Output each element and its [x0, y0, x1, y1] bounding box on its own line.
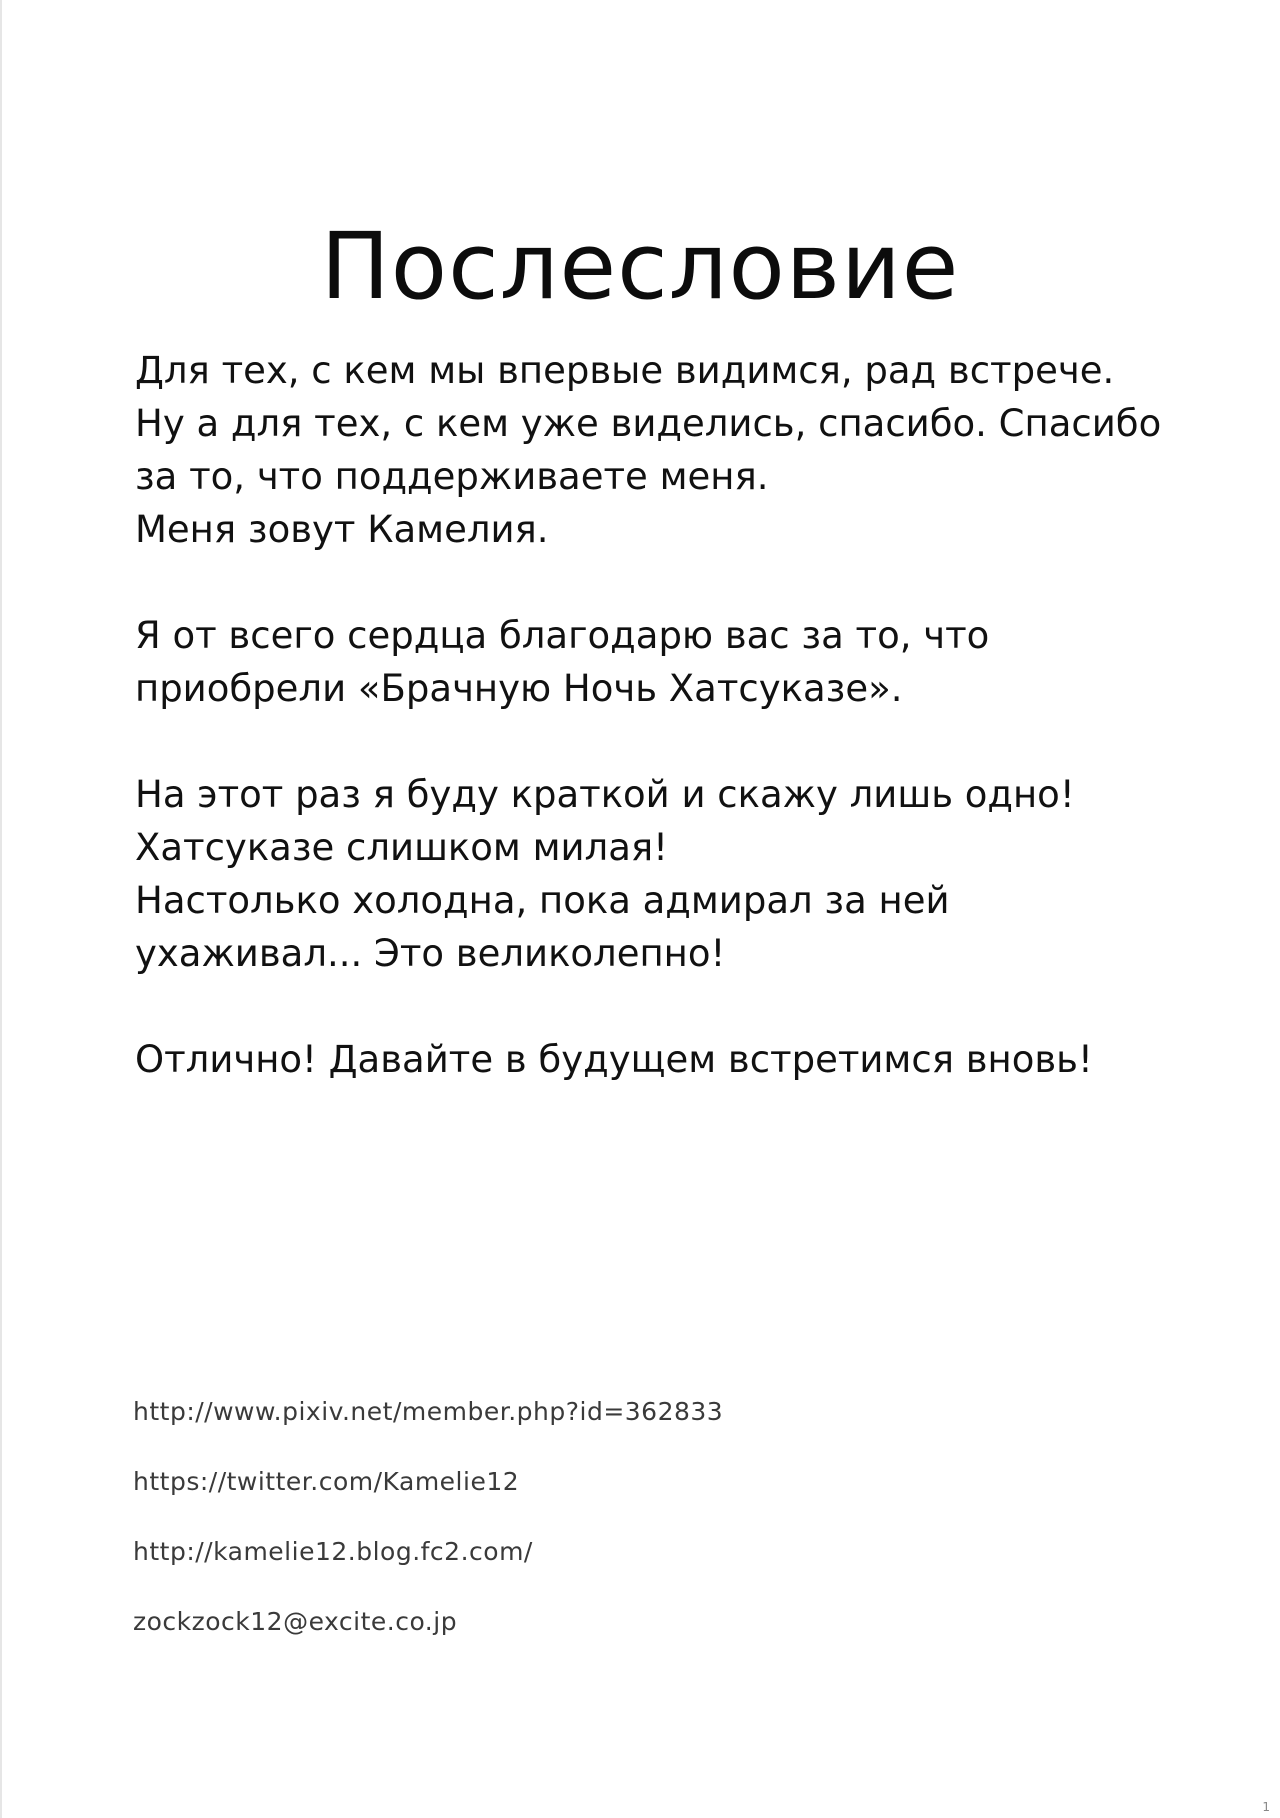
text-line: Я от всего сердца благодарю вас за то, что: [135, 614, 990, 657]
twitter-link[interactable]: https://twitter.com/Kamelie12: [133, 1467, 520, 1496]
text-line: Настолько холодна, пока адмирал за ней: [135, 879, 950, 922]
page-number: 1: [1262, 1800, 1270, 1814]
page-title: Послесловие: [320, 212, 960, 320]
pixiv-link[interactable]: http://www.pixiv.net/member.php?id=362833: [133, 1397, 724, 1426]
paragraph-thanks: [135, 609, 1155, 715]
paragraph-comment: [135, 768, 1155, 980]
contact-links: [133, 1395, 723, 1675]
text-line: за то, что поддерживаете меня.: [135, 455, 769, 498]
afterword-body: [135, 344, 1162, 1139]
text-line: Отлично! Давайте в будущем встретимся вновь!: [135, 1038, 1093, 1081]
text-line: Хатсуказе слишком милая!: [135, 826, 668, 869]
text-line: приобрели «Брачную Ночь Хатсуказе».: [135, 667, 903, 710]
text-line: Для тех, с кем мы впервые видимся, рад встрече.: [135, 349, 1115, 392]
blog-link[interactable]: http://kamelie12.blog.fc2.com/: [133, 1537, 533, 1566]
paragraph-farewell: [135, 1033, 1155, 1086]
text-line: Ну а для тех, с кем уже виделись, спасибо. Спасибо: [135, 402, 1162, 445]
text-line: На этот раз я буду краткой и скажу лишь одно!: [135, 773, 1075, 816]
text-line: Меня зовут Камелия.: [135, 508, 549, 551]
paragraph-greeting: [135, 344, 1162, 556]
text-line: ухаживал... Это великолепно!: [135, 932, 726, 975]
email-link[interactable]: zockzock12@excite.co.jp: [133, 1607, 458, 1636]
